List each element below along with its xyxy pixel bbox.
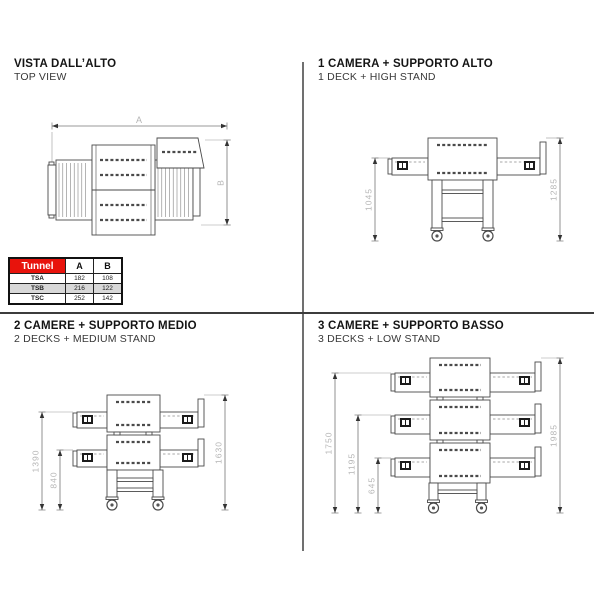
model-cell: TSA bbox=[9, 274, 66, 284]
section-title-it: VISTA DALL’ALTO bbox=[14, 58, 117, 70]
caster-wheel-icon bbox=[477, 503, 487, 513]
oven-deck bbox=[391, 358, 541, 397]
dimension bbox=[204, 395, 229, 510]
dimension bbox=[541, 358, 564, 513]
dim-b-cell: 122 bbox=[94, 284, 123, 294]
table-header-tunnel: Tunnel bbox=[9, 258, 66, 274]
dimension bbox=[546, 138, 564, 241]
machine-top-view bbox=[48, 138, 204, 235]
dim-label: 645 bbox=[366, 476, 377, 495]
dim-label: A bbox=[135, 115, 144, 125]
oven-deck bbox=[391, 443, 541, 483]
model-cell: TSB bbox=[9, 284, 66, 294]
dimension bbox=[324, 373, 392, 513]
dim-a-cell: 216 bbox=[66, 284, 94, 294]
dimension bbox=[367, 458, 392, 513]
oven-deck bbox=[73, 435, 204, 470]
oven-deck bbox=[73, 395, 204, 432]
table-row bbox=[9, 274, 122, 284]
dimension bbox=[347, 415, 392, 513]
dim-label: 1630 bbox=[213, 441, 224, 464]
hopper bbox=[157, 138, 204, 168]
model-cell: TSC bbox=[9, 294, 66, 305]
dimension bbox=[216, 140, 231, 225]
dim-b-cell: 142 bbox=[94, 294, 123, 305]
one-deck-drawing bbox=[360, 130, 600, 270]
section-title-en: TOP VIEW bbox=[14, 71, 67, 83]
dim-label: 1285 bbox=[548, 178, 559, 201]
horizontal-divider bbox=[0, 312, 594, 314]
table-header-a: A bbox=[66, 258, 94, 274]
oven-deck bbox=[391, 400, 541, 440]
dim-b-cell: 108 bbox=[94, 274, 123, 284]
dim-label: 1390 bbox=[30, 449, 41, 473]
table-header-b: B bbox=[94, 258, 123, 274]
dim-label: 840 bbox=[48, 471, 59, 489]
table-row bbox=[9, 284, 122, 294]
oven-deck bbox=[388, 138, 546, 180]
section-title-it: 1 CAMERA + SUPPORTO ALTO bbox=[318, 58, 493, 70]
caster-wheel-icon bbox=[429, 503, 439, 513]
stand bbox=[431, 180, 494, 241]
dimension bbox=[52, 115, 227, 130]
three-deck-drawing bbox=[320, 340, 600, 565]
section-title-en: 1 DECK + HIGH STAND bbox=[318, 71, 436, 83]
section-title-it: 3 CAMERE + SUPPORTO BASSO bbox=[318, 320, 504, 332]
dimension bbox=[31, 412, 74, 510]
caster-wheel-icon bbox=[153, 500, 163, 510]
dim-label: 1750 bbox=[323, 431, 334, 455]
dim-a-cell: 252 bbox=[66, 294, 94, 305]
stand bbox=[106, 470, 164, 510]
dim-label: 1045 bbox=[363, 188, 374, 211]
dim-label: 1195 bbox=[346, 452, 357, 476]
dim-label: B bbox=[215, 179, 226, 186]
section-title-en: 2 DECKS + MEDIUM STAND bbox=[14, 333, 156, 345]
caster-wheel-icon bbox=[483, 231, 493, 241]
two-deck-drawing bbox=[28, 388, 303, 558]
section-title-it: 2 CAMERE + SUPPORTO MEDIO bbox=[14, 320, 197, 332]
top-view-drawing bbox=[25, 112, 285, 262]
dimension bbox=[49, 450, 74, 510]
table-row bbox=[9, 294, 122, 305]
spec-table bbox=[8, 257, 123, 305]
caster-wheel-icon bbox=[432, 231, 442, 241]
section-one-deck bbox=[318, 58, 493, 83]
caster-wheel-icon bbox=[107, 500, 117, 510]
dimension bbox=[364, 158, 391, 241]
section-top-view bbox=[14, 58, 116, 83]
section-title-en: 3 DECKS + LOW STAND bbox=[318, 333, 441, 345]
section-two-deck bbox=[14, 320, 197, 345]
stand bbox=[428, 483, 488, 513]
table-header-row bbox=[9, 258, 122, 274]
dim-a-cell: 182 bbox=[66, 274, 94, 284]
dim-label: 1985 bbox=[548, 424, 559, 447]
